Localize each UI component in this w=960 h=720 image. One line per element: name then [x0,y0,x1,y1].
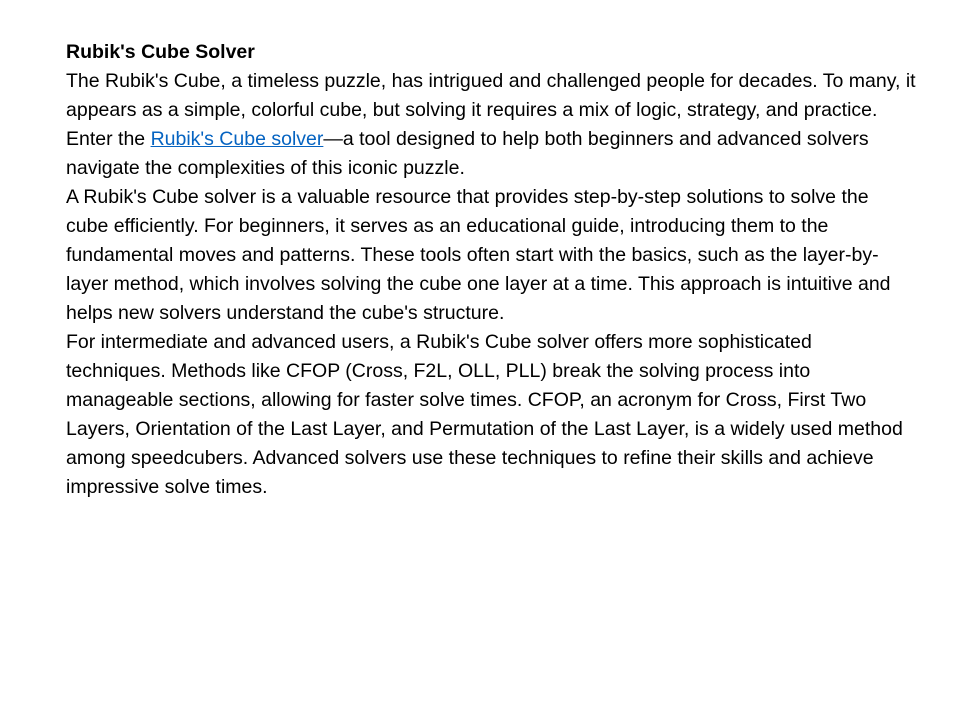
rubiks-cube-solver-link[interactable]: Rubik's Cube solver [150,128,324,150]
paragraph-intro-text-before-link: The Rubik's Cube, a timeless puzzle, has intrigued and challenged people for decades. To many, it appears as a simple, colorful cube, but solving it requires a mix of logic, strategy, and practice. Enter the [66,70,916,150]
document-title: Rubik's Cube Solver [66,41,255,63]
paragraph-beginners: A Rubik's Cube solver is a valuable resource that provides step-by-step solutions to solve the cube efficiently. For beginners, it serves as an educational guide, introducing them to the fundamental moves and patterns. These tools often start with the basics, such as the layer-by-layer method, which involves solving the cube one layer at a time. This approach is intuitive and helps new solvers understand the cube's structure. [66,186,891,324]
paragraph-advanced: For intermediate and advanced users, a Rubik's Cube solver offers more sophisticated techniques. Methods like CFOP (Cross, F2L, OLL, PLL) break the solving process into manageable sections, allowing for faster solve times. CFOP, an acronym for Cross, First Two Layers, Orientation of the Last Layer, and Permutation of the Last Layer, is a widely used method among speedcubers. Advanced solvers use these techniques to refine their skills and achieve impressive solve times. [66,331,903,498]
paragraph-intro [66,67,916,183]
document-body [66,38,916,502]
paragraph-intro-text-after-link: —a tool designed to help both beginners and advanced solvers navigate the complexities of this iconic puzzle. [66,128,869,179]
